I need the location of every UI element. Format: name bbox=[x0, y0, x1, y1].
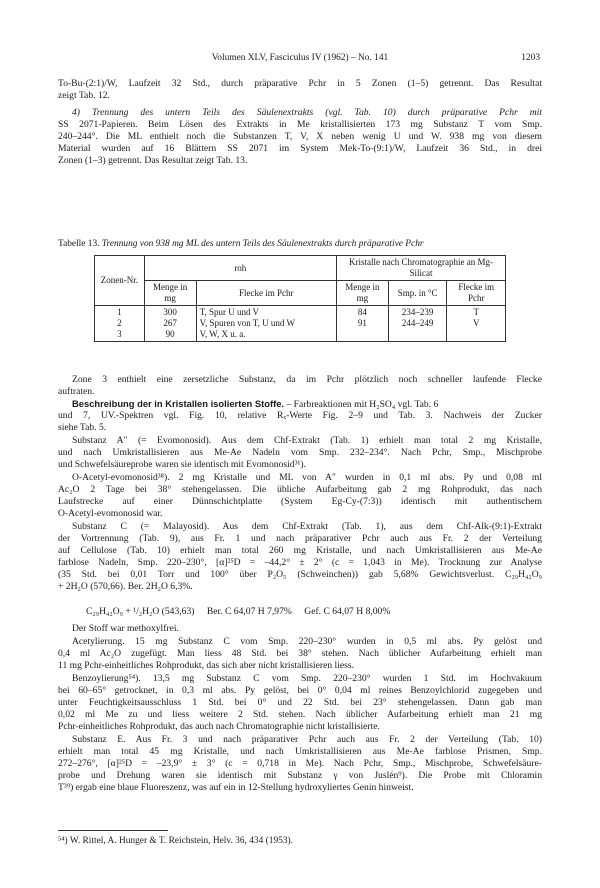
text-line: siehe Tab. 5. bbox=[58, 422, 107, 433]
table-cell bbox=[388, 329, 447, 342]
text-line: unter Feuchtigkeitsausschluss 1 Std. bei 0° und 22 Std. bei 23° stehengelassen. Dann gab man bbox=[58, 697, 542, 708]
table-subheader: Flecke im Pchr bbox=[447, 281, 506, 306]
table-row bbox=[95, 329, 506, 342]
caption-label: Tabelle 13. bbox=[58, 239, 100, 249]
text-line: O-Acetyl-evomonosid³⁸). 2 mg Kristalle und ML von A″ wurden in 0,1 ml abs. Py und 0,08 ml bbox=[72, 472, 542, 483]
text-line: bei 60–65° getrocknet, in 0,3 ml abs. Py gelöst, bei 0° 0,04 ml reines Benzoylchlorid zugegeben und bbox=[58, 685, 542, 696]
text-line: 4) Trennung des untern Teils des Säulenextrakts (vgl. Tab. 10) durch präparative Pchr mit bbox=[72, 107, 542, 118]
text-line: Substanz A″ (= Evomonosid). Aus dem Chf-Extrakt (Tab. 1) erhielt man total 2 mg Kristalle, bbox=[72, 435, 542, 446]
section-heading: Beschreibung der in Kristallen isolierten Stoffe. bbox=[72, 398, 285, 409]
text-line: auf Cellulose (Tab. 10) erhielt man total 260 mg Kristalle, und nach Umkristallisieren aus Me-Ae bbox=[58, 545, 542, 556]
text-line: Ac₂O 2 Tage bei 38° stehengelassen. Die übliche Aufarbeitung gab 2 mg Rohprodukt, das nach bbox=[58, 484, 542, 495]
table-cell bbox=[336, 329, 388, 342]
table-cell: 91 bbox=[336, 318, 388, 329]
caption-text: Trennung von 938 mg ML des untern Teils des Säulenextrakts durch präparative Pchr bbox=[101, 239, 424, 249]
table-cell: V, Spuren von T, U und W bbox=[196, 318, 336, 329]
formula-compound: C₂₉H₄₂O₉ + ¹/₂H₂O (543,63) bbox=[86, 606, 195, 617]
table-cell: 1 bbox=[95, 306, 145, 319]
table-header-zone: Zonen-Nr. bbox=[95, 256, 145, 306]
text-line: 240–244°. Die ML enthielt noch die Substanzen T, V, X neben wenig U und W. 938 mg von diesem bbox=[58, 131, 542, 142]
text-line: Zonen (1–3) getrennt. Das Resultat zeigt Tab. 13. bbox=[58, 155, 248, 166]
text-line: Laufstrecke auf einer Dünnschichtplatte (System Eg-Cy-(7:3)) identisch mit authentischem bbox=[58, 496, 542, 507]
section-heading-line: Beschreibung der in Kristallen isolierten Stoffe. – Farbreaktionen mit H₂SO₄ vgl. Tab. 6 bbox=[72, 398, 439, 410]
text-line: SS 2071-Papieren. Beim Lösen des Extrakts in Me kristallisierten 173 mg Substanz T vom Smp. bbox=[58, 119, 542, 130]
text-line: und 7, UV.-Spektren vgl. Fig. 10, relative Rₓ-Werte Fig. 2–9 und Tab. 3. Nachweis der Zucker bbox=[58, 410, 542, 421]
table-cell: 234–239 bbox=[388, 306, 447, 319]
text-line: 0,4 ml Ac₂O zugefügt. Man liess 48 Std. bei 38° stehen. Nach üblicher Aufarbeitung erhielt man bbox=[58, 648, 542, 659]
formula-found: Gef. C 64,07 H 8,00% bbox=[304, 606, 391, 617]
running-header bbox=[60, 53, 540, 67]
table-cell: V bbox=[447, 318, 506, 329]
text-line: farblose Nadeln, Smp. 220–230°, [α]²⁵D = –44,2° ± 2° (c = 1,043 in Me). Trocknung zur Analyse bbox=[58, 557, 542, 568]
table-cell: V, W, X u. a. bbox=[196, 329, 336, 342]
table-cell: 3 bbox=[95, 329, 145, 342]
text-line: 272–276°, [α]²⁵D = –23,9° ± 3° (c = 0,718 in Me). Nach Pchr, Smp., Mischprobe, Schwefelsäure- bbox=[58, 758, 542, 769]
table-cell: 244–249 bbox=[388, 318, 447, 329]
text-line: + 2H₂O (570,66). Ber. 2H₂O 6,3%. bbox=[58, 581, 193, 592]
text-line: To-Bu-(2:1)/W, Laufzeit 32 Std., durch präparative Pchr in 5 Zonen (1–5) getrennt. Das Resultat bbox=[58, 78, 542, 89]
text-line: Zone 3 enthielt eine zersetzliche Substanz, da im Pchr plötzlich noch schneller laufende Flecke bbox=[72, 374, 542, 385]
table-cell: T bbox=[447, 306, 506, 319]
table-subheader: Menge in mg bbox=[144, 281, 196, 306]
text-line: der Vortrennung (Tab. 9), aus Fr. 1 und nach präparativer Pchr auch aus Fr. 2 der Verteilung bbox=[58, 533, 542, 544]
footnote-rule bbox=[58, 830, 168, 831]
formula-calculated: Ber. C 64,07 H 7,97% bbox=[206, 606, 292, 617]
table-13 bbox=[94, 255, 506, 342]
text-line: Der Stoff war methoxylfrei. bbox=[72, 623, 179, 634]
text-line: und nach Umkristallisieren aus Me-Ae Nadeln vom Smp. 232–234°. Nach Pchr, Smp., Mischprobe bbox=[58, 447, 542, 458]
text-line: Substanz E. Aus Fr. 3 und nach präparativer Pchr auch aus Fr. 2 der Verteilung (Tab. 10) bbox=[72, 734, 542, 745]
text-line: Benzoylierung⁵⁴). 13,5 mg Substanz C vom Smp. 220–230° wurden 1 Std. im Hochvakuum bbox=[72, 673, 542, 684]
table-row bbox=[95, 306, 506, 319]
table-cell: 2 bbox=[95, 318, 145, 329]
table-header-kristalle: Kristalle nach Chromatographie an Mg-Silicat bbox=[336, 256, 505, 281]
text-line: Substanz C (= Malayosid). Aus dem Chf-Extrakt (Tab. 1), aus dem Chf-Alk-(9:1)-Extrakt bbox=[72, 521, 542, 532]
text-line: T³⁹) ergab eine blaue Fluoreszenz, was auf ein in 12-Stellung hydroxyliertes Genin hinweist. bbox=[58, 782, 414, 793]
table-row bbox=[95, 318, 506, 329]
text-line: Material wurden auf 16 Blättern SS 2071 im System Mek-To-(9:1)/W, Laufzeit 36 Std., in drei bbox=[58, 143, 542, 154]
table-cell: 90 bbox=[144, 329, 196, 342]
text-line: erhielt man total 45 mg Kristalle, und nach Umkristallisieren aus Me-Ae farblose Prismen, Smp. bbox=[58, 746, 542, 757]
page-number: 1203 bbox=[521, 53, 540, 63]
footnote: ⁵⁴) W. Rittel, A. Hunger & T. Reichstein, Helv. 36, 434 (1953). bbox=[58, 836, 293, 846]
text-line: Pchr-einheitliches Rohprodukt, das auch nach Chromatographie nicht kristallisierte. bbox=[58, 721, 380, 732]
text-line: auftraten. bbox=[58, 386, 95, 397]
text-line: und Schwefelsäureprobe waren sie identisch mit Evomonosid³¹). bbox=[58, 459, 306, 470]
table-subheader: Menge in mg bbox=[336, 281, 388, 306]
table-cell: T, Spur U und V bbox=[196, 306, 336, 319]
table-caption bbox=[58, 239, 542, 249]
table-subheader: Smp. in °C bbox=[388, 281, 447, 306]
text-line: Acetylierung. 15 mg Substanz C vom Smp. 220–230° wurden in 0,5 ml abs. Py gelöst und bbox=[72, 636, 542, 647]
text-line: 0,02 ml Me zu und liess weitere 2 Std. stehen. Nach üblicher Aufarbeitung erhielt man 21 mg bbox=[58, 709, 542, 720]
table-header-roh: roh bbox=[144, 256, 336, 281]
table-cell: 84 bbox=[336, 306, 388, 319]
analysis-formula bbox=[86, 606, 546, 617]
table-subheader: Flecke im Pchr bbox=[196, 281, 336, 306]
text-line: O-Acetyl-evomonosid war. bbox=[58, 508, 163, 519]
text-line: (35 Std. bei 0,01 Torr und 100° über P₂O₅ (Schweinchen)) gab 5,68% Gewichtsverlust. C₂₉H₄₂O₉ bbox=[58, 569, 542, 580]
text-line: 11 mg Pchr-einheitliches Rohprodukt, das sich aber nicht kristallisieren liess. bbox=[58, 660, 354, 671]
table-cell: 267 bbox=[144, 318, 196, 329]
text-line: probe und Drehung waren sie identisch mit Substanz γ von Juslén⁹). Die Probe mit Chloramin bbox=[58, 770, 542, 781]
text-line: zeigt Tab. 12. bbox=[58, 90, 110, 101]
table-cell: 300 bbox=[144, 306, 196, 319]
table-cell bbox=[447, 329, 506, 342]
header-journal: Volumen XLV, Fasciculus IV (1962) – No. 141 bbox=[211, 53, 389, 63]
